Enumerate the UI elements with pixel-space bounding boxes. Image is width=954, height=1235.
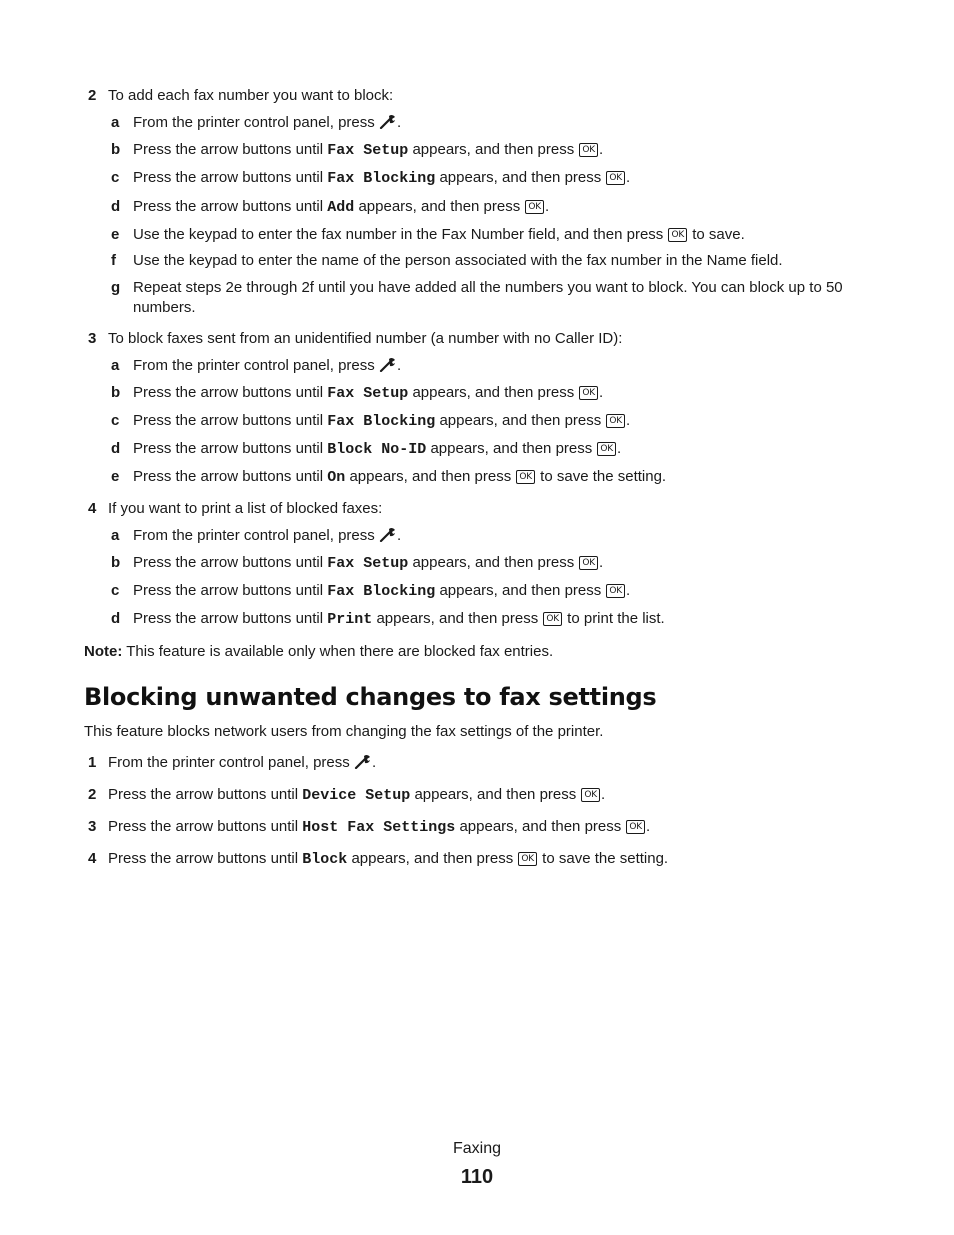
menu-value: Fax Blocking bbox=[327, 170, 436, 187]
substep-letter: a bbox=[111, 357, 120, 374]
ok-button-icon: OK bbox=[579, 556, 598, 570]
wrench-icon bbox=[354, 753, 372, 769]
menu-value: Fax Setup bbox=[327, 142, 409, 159]
section-heading: Blocking unwanted changes to fax settings bbox=[84, 683, 657, 711]
substep-letter: e bbox=[111, 226, 120, 243]
substep-letter: d bbox=[111, 440, 121, 457]
menu-value: Fax Setup bbox=[327, 555, 409, 572]
ok-button-icon: OK bbox=[518, 852, 537, 866]
step-number: 2 bbox=[88, 786, 97, 803]
menu-value: Print bbox=[327, 611, 373, 628]
ok-button-icon: OK bbox=[597, 442, 616, 456]
document-page: 2 To add each fax number you want to block: a From the printer control panel, press . b Press the arrow buttons until Fax Setup appears, and then press OK . c Press the arrow buttons until Fax Blocking appears, and then press OK . d Press the arrow buttons until Add appears, and then press OK . e Use the keypad to enter the fax number in the Fax Number field, and then press OK to save. f Use the keypad to enter the name of the person associated with the fax number in the Name field. g Repeat steps 2e through 2f until you have added all the numbers you want to block. You can block up to 50 numbers. 3 To block faxes sent from an unidentified number (a number with no Caller ID): a From the printer control panel, press . b Press the arrow buttons until Fax Setup appears, and then press OK . c Press the arrow buttons until Fax Blocking appears, and then press OK . d Press the arrow buttons until Block No-ID appears, and then press OK . e Press the arrow buttons until On appears, and then press OK to save the setting. 4 If you want to print a list of blocked faxes: a From the printer control panel, press . b Press the arrow buttons until Fax Setup appears, and then press OK . c Press the arrow buttons until Fax Blocking appears, and then press OK . d Press the arrow buttons until Print appears, and then press OK to print the list. Note: This feature is available only when there are blocked fax entries. Blocking unwanted changes to fax settings This feature blocks network users from changing the fax settings of the printer. 1 From the printer control panel, press . 2 Press the arrow buttons until Device Setup appears, and then press OK . 3 Press the arrow buttons until Host Fax Settings appears, and then press OK . 4 Press the arrow buttons until Block appears, and then press OK to save the setting. Faxing 110 bbox=[0, 0, 954, 1235]
ok-button-icon: OK bbox=[606, 414, 625, 428]
substep-letter: a bbox=[111, 527, 120, 544]
footer-chapter-title: Faxing bbox=[452, 1140, 502, 1157]
substep-letter: e bbox=[111, 468, 120, 485]
ok-button-icon: OK bbox=[579, 143, 598, 157]
menu-value: Fax Setup bbox=[327, 385, 409, 402]
ok-button-icon: OK bbox=[606, 584, 625, 598]
ok-button-icon: OK bbox=[606, 171, 625, 185]
ok-button-icon: OK bbox=[581, 788, 600, 802]
wrench-icon bbox=[379, 526, 397, 542]
substep-letter: c bbox=[111, 169, 120, 186]
substep-letter: b bbox=[111, 554, 121, 571]
substep-text: From the printer control panel, press bbox=[133, 114, 375, 131]
ok-button-icon: OK bbox=[579, 386, 598, 400]
menu-value: Block bbox=[302, 851, 348, 868]
step-number: 4 bbox=[88, 850, 97, 867]
substep-letter: f bbox=[111, 252, 116, 269]
substep-letter: c bbox=[111, 412, 120, 429]
ok-button-icon: OK bbox=[516, 470, 535, 484]
ok-button-icon: OK bbox=[525, 200, 544, 214]
menu-value: Add bbox=[327, 199, 355, 216]
ok-button-icon: OK bbox=[543, 612, 562, 626]
step-number: 4 bbox=[88, 500, 97, 517]
step-number: 2 bbox=[88, 87, 97, 104]
note bbox=[84, 642, 553, 662]
substep-letter: b bbox=[111, 141, 121, 158]
step-number: 3 bbox=[88, 818, 97, 835]
note-text: This feature is available only when there are blocked fax entries. bbox=[126, 643, 554, 660]
substep-letter: c bbox=[111, 582, 120, 599]
footer-page-number: 110 bbox=[460, 1166, 494, 1188]
substep-letter: a bbox=[111, 114, 120, 131]
step-text: If you want to print a list of blocked faxes: bbox=[108, 500, 383, 517]
menu-value: Fax Blocking bbox=[327, 583, 436, 600]
ok-button-icon: OK bbox=[668, 228, 687, 242]
wrench-icon bbox=[379, 113, 397, 129]
substep-letter: d bbox=[111, 198, 121, 215]
ok-button-icon: OK bbox=[626, 820, 645, 834]
substep-letter: g bbox=[111, 279, 121, 296]
substep-letter: d bbox=[111, 610, 121, 627]
menu-value: Host Fax Settings bbox=[302, 819, 456, 836]
step-text: To block faxes sent from an unidentified number (a number with no Caller ID): bbox=[108, 330, 623, 347]
step-text: To add each fax number you want to block: bbox=[108, 87, 394, 104]
wrench-icon bbox=[379, 356, 397, 372]
step-number: 3 bbox=[88, 330, 97, 347]
menu-value: Device Setup bbox=[302, 787, 411, 804]
note-label: Note: bbox=[84, 643, 123, 660]
step-number: 1 bbox=[88, 754, 97, 771]
menu-value: Block No-ID bbox=[327, 441, 427, 458]
menu-value: Fax Blocking bbox=[327, 413, 436, 430]
menu-value: On bbox=[327, 469, 346, 486]
section-intro: This feature blocks network users from changing the fax settings of the printer. bbox=[84, 723, 604, 740]
substep-letter: b bbox=[111, 384, 121, 401]
